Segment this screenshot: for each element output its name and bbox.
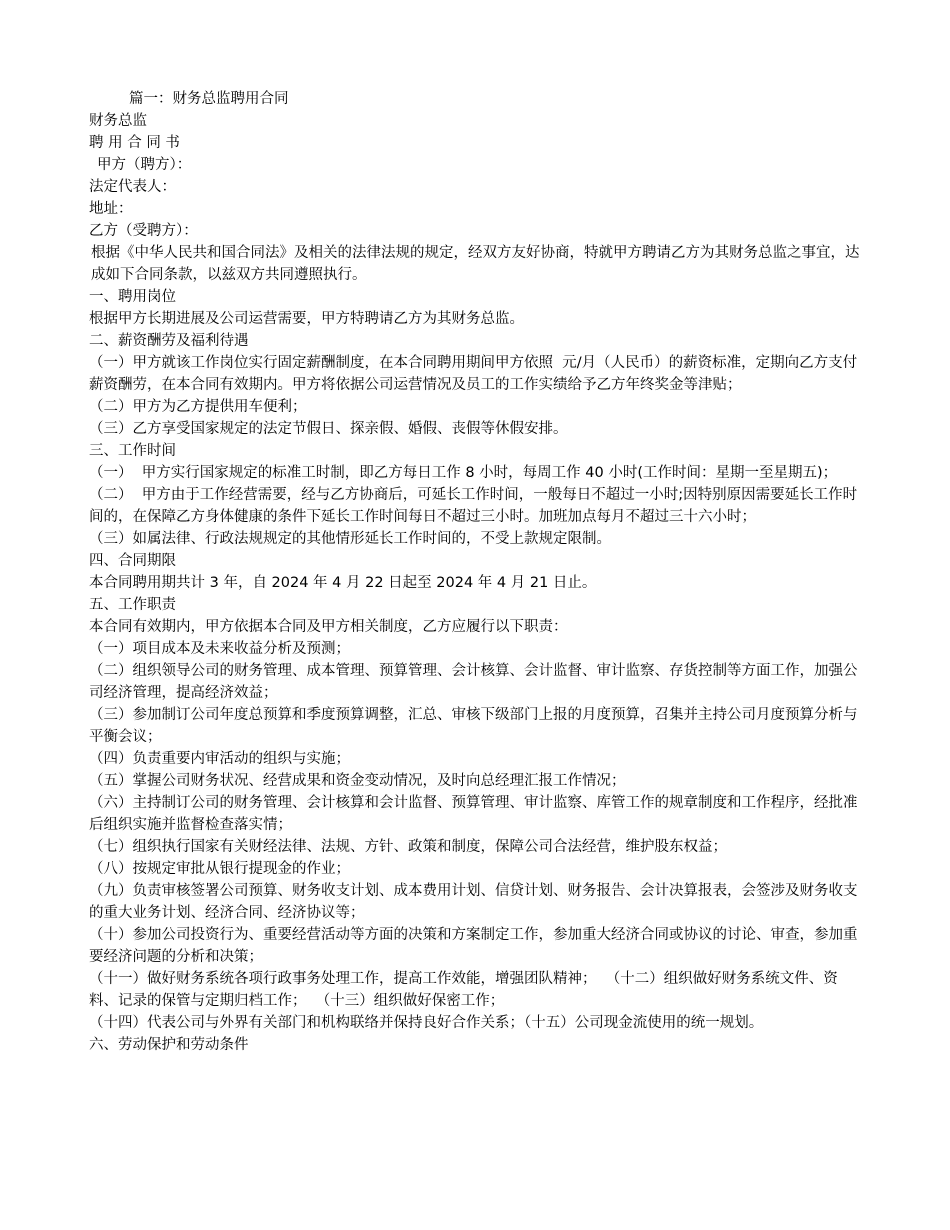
clause-paragraph: （三）参加制订公司年度总预算和季度预算调整，汇总、审核下级部门上报的月度预算，召集并主持公司月度预算分析与平衡会议； (89, 707, 858, 745)
section-heading: 四、合同期限 (89, 553, 176, 569)
clause-paragraph: （五）掌握公司财务状况、经营成果和资金变动情况，及时向总经理汇报工作情况； (89, 773, 626, 789)
document-title: 篇一：财务总监聘用合同 (129, 91, 289, 107)
contract-document (89, 88, 864, 1056)
clause-paragraph: （十四）代表公司与外界有关部门和机构联络并保持良好合作关系；（十五）公司现金流使用的统一规划。 (89, 1015, 764, 1031)
section-heading: 六、劳动保护和劳动条件 (89, 1037, 249, 1053)
clause-paragraph: （二）组织领导公司的财务管理、成本管理、预算管理、会计核算、会计监督、审计监察、存货控制等方面工作，加强公司经济管理，提高经济效益； (89, 663, 858, 701)
clause-paragraph: （四）负责重要内审活动的组织与实施； (89, 751, 350, 767)
clause-paragraph: （三）如属法律、行政法规规定的其他情形延长工作时间的，不受上款规定限制。 (89, 531, 611, 547)
clause-paragraph: （七）组织执行国家有关财经法律、法规、方针、政策和制度，保障公司合法经营，维护股东权益； (89, 839, 727, 855)
clause-paragraph: （二）甲方为乙方提供用车便利； (89, 399, 307, 415)
section-heading: 二、薪资酬劳及福利待遇 (89, 333, 249, 349)
paragraph: 本合同有效期内，甲方依据本合同及甲方相关制度，乙方应履行以下职责： (89, 619, 568, 635)
preamble-paragraph: 根据《中华人民共和国合同法》及相关的法律法规的规定，经双方友好协商，特就甲方聘请乙方为其财务总监之事宜，达成如下合同条款，以兹双方共同遵照执行。 (91, 245, 860, 283)
section-heading: 一、聘用岗位 (89, 289, 176, 305)
heading-job-title: 财务总监 (89, 113, 147, 129)
clause-paragraph: （六）主持制订公司的财务管理、会计核算和会计监督、预算管理、审计监察、库管工作的规章制度和工作程序，经批准后组织实施并监督检查落实情； (89, 795, 858, 833)
heading-contract-name: 聘 用 合 同 书 (89, 135, 180, 151)
clause-paragraph: （九）负责审核签署公司预算、财务收支计划、成本费用计划、信贷计划、财务报告、会计决算报表，会签涉及财务收支的重大业务计划、经济合同、经济协议等； (89, 883, 858, 921)
section-heading: 五、工作职责 (89, 597, 176, 613)
clause-paragraph: （三）乙方享受国家规定的法定节假日、探亲假、婚假、丧假等休假安排。 (89, 421, 568, 437)
clause-paragraph: （一） 甲方实行国家规定的标准工时制，即乙方每日工作 8 小时，每周工作 40 小时(工作时间：星期一至星期五)；（二） 甲方由于工作经营需要，经与乙方协商后，可延长工作时间，一般每日不超过一小时;因特别原因需要延长工作时间的，在保障乙方身体健康的条件下延长工作时间每日不超过三小时。加班加点每月不超过三十六小时； (89, 465, 858, 525)
clause-paragraph: （十一）做好财务系统各项行政事务处理工作，提高工作效能，增强团队精神； （十二）组织做好财务系统文件、资料、记录的保管与定期归档工作； （十三）组织做好保密工作； (89, 971, 838, 1009)
clause-paragraph: （一）项目成本及未来收益分析及预测； (89, 641, 350, 657)
address-line: 地址： (89, 201, 133, 217)
paragraph: 本合同聘用期共计 3 年，自 2024 年 4 月 22 日起至 2024 年 4 月 21 日止。 (89, 575, 597, 591)
section-heading: 三、工作时间 (89, 443, 176, 459)
party-a-line: 甲方（聘方）： (97, 157, 192, 173)
paragraph: 根据甲方长期进展及公司运营需要，甲方特聘请乙方为其财务总监。 (89, 311, 524, 327)
clause-paragraph: （一）甲方就该工作岗位实行固定薪酬制度，在本合同聘用期间甲方依照 元/月（人民币）的薪资标准，定期向乙方支付薪资酬劳，在本合同有效期内。甲方将依据公司运营情况及员工的工作实绩给予乙方年终奖金等津贴； (89, 355, 858, 393)
party-b-line: 乙方（受聘方）： (89, 223, 198, 239)
legal-representative-line: 法定代表人： (89, 179, 176, 195)
clause-paragraph: （十）参加公司投资行为、重要经营活动等方面的决策和方案制定工作，参加重大经济合同或协议的讨论、审查，参加重要经济问题的分析和决策； (89, 927, 858, 965)
clause-paragraph: （八）按规定审批从银行提现金的作业； (89, 861, 350, 877)
